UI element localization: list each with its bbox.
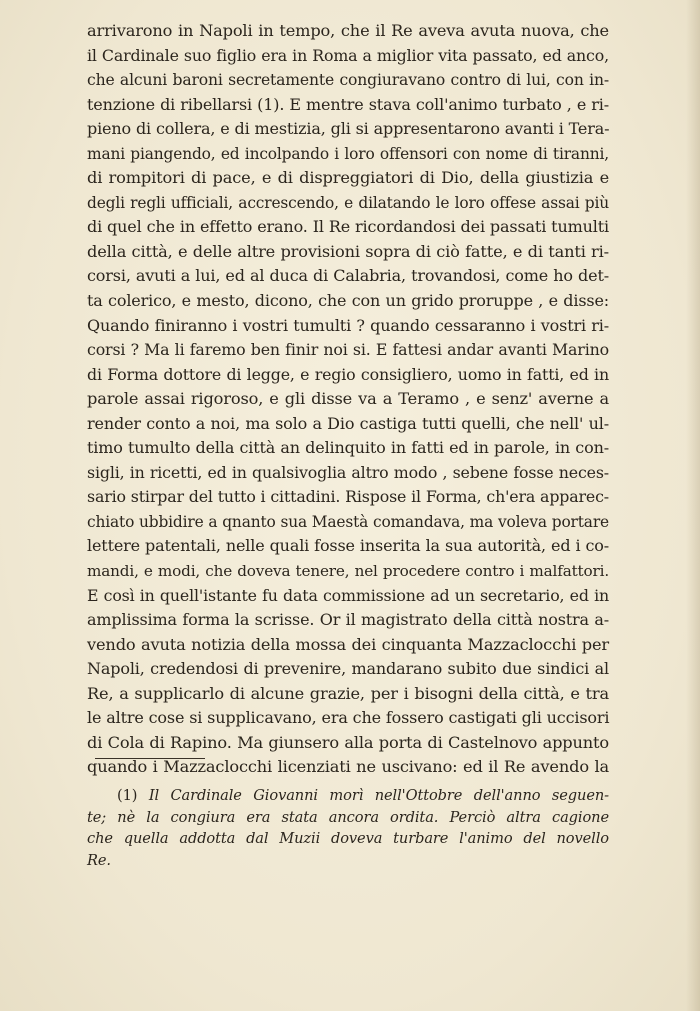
text-line: Napoli, credendosi di prevenire, mandarano subito due sindici al: [87, 659, 609, 679]
text-line: sigli, in ricetti, ed in qualsivoglia altro modo , sebene fosse neces-: [87, 462, 609, 482]
text-line: degli regli ufficiali, accrescendo, e dilatando le loro offese assai più: [87, 193, 609, 212]
text-line: Re, a supplicarlo di alcune grazie, per i bisogni della città, e tra: [87, 683, 609, 703]
text-line: timo tumulto della città an delinquito in fatti ed in parole, in con-: [87, 438, 609, 458]
footnote-marker: (1): [117, 787, 138, 804]
text-line: mandi, e modi, che doveva tenere, nel procedere contro i malfattori.: [87, 562, 609, 581]
text-line: amplissima forma la scrisse. Or il magistrato della città nostra a-: [87, 610, 609, 630]
footnote-line: Re.: [87, 851, 111, 869]
text-line: di quel che in effetto erano. Il Re ricordandosi dei passati tumulti: [87, 217, 609, 237]
text-line: quando i Mazzaclocchi licenziati ne uscivano: ed il Re avendo la: [87, 757, 609, 777]
text-line: Quando finiranno i vostri tumulti ? quando cessaranno i vostri ri-: [87, 315, 609, 335]
page-edge-shadow: [686, 0, 700, 1011]
text-line: che alcuni baroni secretamente congiuravano contro di lui, con in-: [87, 71, 609, 90]
text-line: di Cola di Rapino. Ma giunsero alla porta di Castelnovo appunto: [87, 732, 609, 752]
footnote-text: Il Cardinale Giovanni morì nell'Ottobre dell'anno seguen-: [148, 787, 610, 804]
footnote-line: te; nè la congiura era stata ancora ordita. Perciò altra cagione: [87, 808, 609, 826]
text-line: E così in quell'istante fu data commissione ad un secretario, ed in: [87, 585, 609, 605]
text-line: le altre cose si supplicavano, era che fossero castigati gli uccisori: [87, 708, 610, 728]
footnote-separator: [95, 758, 205, 759]
text-line: il Cardinale suo figlio era in Roma a miglior vita passato, ed anco,: [87, 45, 609, 65]
text-line: sario stirpar del tutto i cittadini. Rispose il Forma, ch'era apparec-: [87, 487, 609, 507]
text-line: di Forma dottore di legge, e regio consigliero, uomo in fatti, ed in: [87, 364, 609, 384]
main-text: [87, 19, 609, 780]
text-line: della città, e delle altre provisioni sopra di ciò fatte, e di tanti ri-: [87, 241, 609, 261]
text-line: mani piangendo, ed incolpando i loro offensori con nome di tiranni,: [87, 144, 609, 163]
text-line: di rompitori di pace, e di dispreggiatori di Dio, della giustizia e: [87, 168, 609, 188]
text-line: chiato ubbidire a qnanto sua Maestà comandava, ma voleva portare: [87, 512, 609, 531]
text-line: parole assai rigoroso, e gli disse va a Teramo , e senz' averne a: [87, 389, 609, 409]
text-line: corsi ? Ma li faremo ben finir noi si. E fattesi andar avanti Marino: [87, 340, 609, 360]
text-line: vendo avuta notizia della mossa dei cinquanta Mazzaclocchi per: [87, 634, 609, 654]
text-line: lettere patentali, nelle quali fosse inserita la sua autorità, ed i co-: [87, 536, 609, 556]
footnote-line: che quella addotta dal Muzii doveva turbare l'animo del novello: [87, 830, 609, 848]
text-line: ta colerico, e mesto, dicono, che con un grido proruppe , e disse:: [87, 291, 609, 311]
text-line: render conto a noi, ma solo a Dio castiga tutti quelli, che nell' ul-: [87, 413, 609, 433]
text-line: corsi, avuti a lui, ed al duca di Calabria, trovandosi, come ho det-: [87, 266, 609, 286]
text-line: tenzione di ribellarsi (1). E mentre stava coll'animo turbato , e ri-: [87, 94, 609, 114]
footnote: [87, 785, 609, 871]
footnote-line: [87, 785, 609, 807]
text-line: arrivarono in Napoli in tempo, che il Re aveva avuta nuova, che: [87, 21, 609, 40]
text-line: pieno di collera, e di mestizia, gli si appresentarono avanti i Tera-: [87, 119, 610, 139]
